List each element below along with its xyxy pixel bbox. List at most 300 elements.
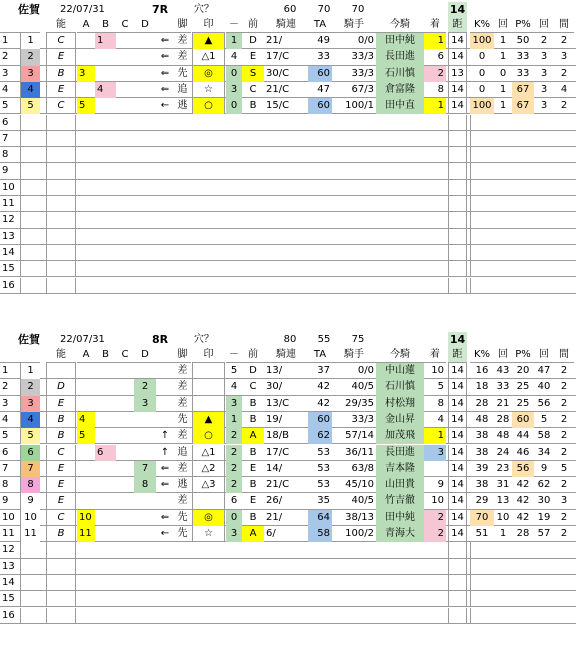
score-c: 70 <box>351 4 365 15</box>
cell-interval: 3 <box>560 495 568 507</box>
cell-finish: 5 <box>437 381 444 393</box>
cell-ability: E <box>46 493 76 509</box>
cell-jockey_stat: 36/11 <box>345 446 374 458</box>
col-header-kai: 回 <box>494 347 512 363</box>
cell-interval: 2 <box>560 381 568 393</box>
cell-kai: 1 <box>499 83 507 95</box>
cell-finish: 1 <box>424 428 446 444</box>
cell-d <box>134 445 156 461</box>
cell-kai: 43 <box>496 365 510 376</box>
ability-empty <box>46 212 76 228</box>
cell-kai: 10 <box>496 511 510 523</box>
cell-c <box>116 412 134 428</box>
cell-dash: 0 <box>226 66 242 82</box>
cell-arrow: ⇐ <box>160 51 170 63</box>
col-header-finish: 着 <box>424 347 446 363</box>
cell-d <box>134 82 156 98</box>
row-number: 2 <box>0 49 21 65</box>
col-header-b: B <box>95 347 116 363</box>
cell-style: 差 <box>177 365 188 376</box>
pick-label: 穴？ <box>194 4 214 15</box>
cell-b <box>95 526 116 542</box>
stats-empty <box>470 131 576 147</box>
col-header-kai2: 回 <box>534 17 554 33</box>
ability-empty <box>46 278 76 294</box>
cell-finish: 2 <box>424 510 446 526</box>
distance-empty <box>448 196 467 212</box>
cell-c <box>116 526 134 542</box>
score-b: 55 <box>317 334 331 345</box>
cell-dist: 13 <box>448 66 467 82</box>
cell-dist: 14 <box>448 396 467 412</box>
cell-style: 差 <box>177 397 188 409</box>
cell-mark <box>192 396 225 412</box>
cell-ta: 37 <box>317 365 330 376</box>
row-number: 4 <box>0 412 21 428</box>
cell-jockey: 田中純 <box>376 510 424 526</box>
ability-empty <box>46 229 76 245</box>
cell-jockey_stat: 38/13 <box>345 511 374 523</box>
cell-ta: 35 <box>317 495 330 507</box>
cell-arrow: ← <box>160 100 170 112</box>
cell-dist: 14 <box>448 82 467 98</box>
cell-kp: 28 <box>475 397 489 409</box>
ability-empty <box>46 115 76 131</box>
cell-kai: 1 <box>499 51 507 63</box>
cell-arrow: ⇐ <box>160 479 170 491</box>
cell-a <box>77 396 95 412</box>
cell-arrow <box>156 379 174 395</box>
cell-interval: 2 <box>560 100 568 112</box>
row-number: 10 <box>0 510 21 526</box>
cell-jockey: 青海大 <box>376 526 424 542</box>
cell-rentai: 21/C <box>266 479 290 491</box>
cell-interval: 5 <box>560 462 568 474</box>
cell-jockey: 田中直 <box>376 98 424 114</box>
cell-gate: 1 <box>21 363 40 379</box>
row-number: 8 <box>0 477 21 493</box>
cell-finish <box>424 461 446 477</box>
cell-rentai: 21/ <box>266 511 283 523</box>
score-a: 60 <box>283 4 297 15</box>
cell-rentai: 19/ <box>266 413 283 425</box>
cell-dist: 14 <box>448 33 467 49</box>
cell-finish: 2 <box>424 66 446 82</box>
cell-b <box>95 428 116 444</box>
cell-pp: 20 <box>516 365 530 376</box>
row-number: 15 <box>0 591 21 607</box>
cell-prev: B <box>249 446 257 458</box>
cell-dash: 2 <box>226 477 242 493</box>
row-number: 6 <box>0 445 21 461</box>
cell-ta: 33 <box>317 51 330 63</box>
cell-interval: 2 <box>560 430 568 442</box>
row-number: 11 <box>0 196 21 212</box>
cell-style: 差 <box>177 430 188 442</box>
col-header-arrow <box>156 347 174 363</box>
cell-dash: 2 <box>226 445 242 461</box>
cell-kp: 0 <box>478 51 486 63</box>
col-header-b: B <box>95 17 116 33</box>
cell-c <box>116 461 134 477</box>
cell-kai: 0 <box>499 67 507 79</box>
cell-pp: 56 <box>512 461 534 477</box>
cell-a: 5 <box>77 428 95 444</box>
cell-a: 3 <box>77 66 95 82</box>
cell-mark <box>192 493 225 509</box>
cell-b <box>95 379 116 395</box>
cell-c <box>116 477 134 493</box>
cell-style: 差 <box>177 495 188 507</box>
cell-style: 逃 <box>177 479 188 491</box>
cell-d <box>134 526 156 542</box>
cell-style: 差 <box>177 462 188 474</box>
distance-empty <box>448 261 467 277</box>
cell-kai2: 58 <box>537 430 551 442</box>
cell-a <box>77 49 95 65</box>
cell-kai: 1 <box>499 100 507 112</box>
row-number: 10 <box>0 180 21 196</box>
cell-c <box>116 49 134 65</box>
cell-b <box>95 396 116 412</box>
cell-arrow <box>156 396 174 412</box>
cell-style: 先 <box>177 413 188 425</box>
cell-kai2: 40 <box>537 381 551 393</box>
ability-empty <box>46 575 76 591</box>
cell-style: 逃 <box>177 100 188 112</box>
col-header-ta: TA <box>308 347 332 363</box>
cell-dist: 14 <box>448 445 467 461</box>
cell-dash: 1 <box>226 33 242 49</box>
race-number: 7R <box>152 3 169 16</box>
col-header-rentai: 騎連 <box>264 17 308 33</box>
cell-rentai: 30/ <box>266 381 283 393</box>
cell-kai2: 47 <box>537 365 551 376</box>
distance-empty <box>448 245 467 261</box>
cell-jockey: 村松翔 <box>376 396 424 412</box>
ability-empty <box>46 559 76 575</box>
cell-jockey: 山田貴 <box>376 477 424 493</box>
cell-style: 差 <box>177 35 188 46</box>
cell-finish: 1 <box>424 33 446 49</box>
cell-a <box>77 445 95 461</box>
cell-b <box>95 461 116 477</box>
race-number: 8R <box>152 333 169 346</box>
cell-jockey: 石川慎 <box>376 66 424 82</box>
row-number: 3 <box>0 396 21 412</box>
cell-d <box>134 49 156 65</box>
ability-empty <box>46 147 76 163</box>
cell-kp: 48 <box>475 413 489 425</box>
cell-arrow <box>156 412 174 428</box>
cell-style: 先 <box>177 528 188 539</box>
cell-dash: 6 <box>230 495 238 507</box>
cell-rentai: 17/C <box>266 51 290 63</box>
cell-kai2: 30 <box>537 495 551 507</box>
col-header-no <box>0 17 21 33</box>
cell-c <box>116 493 134 509</box>
cell-a: 11 <box>77 526 95 542</box>
row-number: 13 <box>0 559 21 575</box>
stats-empty <box>470 212 576 228</box>
cell-prev: E <box>249 51 257 63</box>
cell-rentai: 6/ <box>266 528 276 539</box>
col-header-prev: 前 <box>242 17 264 33</box>
cell-d <box>134 493 156 509</box>
cell-mark: ☆ <box>192 526 225 542</box>
cell-style: 追 <box>177 446 188 458</box>
cell-ta: 53 <box>317 479 330 491</box>
cell-jockey_stat: 63/8 <box>351 462 374 474</box>
venue-label: 佐賀 <box>18 3 40 16</box>
cell-ta: 60 <box>308 66 332 82</box>
cell-finish: 8 <box>437 83 444 95</box>
cell-d <box>134 412 156 428</box>
stats-empty <box>470 196 576 212</box>
cell-b <box>95 477 116 493</box>
cell-interval: 2 <box>560 528 568 539</box>
cell-prev: B <box>249 100 257 112</box>
cell-c <box>116 66 134 82</box>
cell-prev: B <box>249 397 257 409</box>
distance-empty <box>448 559 467 575</box>
cell-prev: E <box>249 495 257 507</box>
col-header-c: C <box>116 17 134 33</box>
cell-kai2: 56 <box>537 397 551 409</box>
col-header-mark: 印 <box>192 17 225 33</box>
cell-mark: ▲ <box>192 412 225 428</box>
col-header-style: 脚 <box>174 17 191 33</box>
cell-kai: 23 <box>496 462 510 474</box>
cell-mark: ☆ <box>192 82 225 98</box>
cell-dash: 4 <box>230 381 238 393</box>
cell-interval: 2 <box>560 446 568 458</box>
cell-kai2: 3 <box>540 100 548 112</box>
cell-arrow: ↑ <box>160 446 170 458</box>
cell-style: 差 <box>177 51 188 63</box>
cell-d <box>134 363 156 379</box>
cell-ta: 60 <box>308 98 332 114</box>
cell-interval: 2 <box>560 397 568 409</box>
cell-ability: E <box>46 477 76 493</box>
cell-gate: 3 <box>21 66 40 82</box>
cell-c <box>116 445 134 461</box>
cell-finish: 3 <box>424 445 446 461</box>
ability-empty <box>46 608 76 624</box>
distance-empty <box>448 575 467 591</box>
cell-kai2: 3 <box>540 67 548 79</box>
cell-ability: C <box>46 445 76 461</box>
cell-kai: 1 <box>499 35 507 46</box>
cell-c <box>116 379 134 395</box>
cell-kp: 100 <box>470 33 494 49</box>
cell-dist: 14 <box>448 363 467 379</box>
cell-pp: 44 <box>516 430 530 442</box>
distance-empty <box>448 131 467 147</box>
col-header-interval: 間 <box>554 347 574 363</box>
ability-empty <box>46 261 76 277</box>
cell-pp: 42 <box>516 495 530 507</box>
cell-pp: 33 <box>516 67 530 79</box>
cell-finish: 10 <box>431 365 444 376</box>
cell-a <box>77 363 95 379</box>
cell-kp: 100 <box>470 98 494 114</box>
cell-pp: 28 <box>516 528 530 539</box>
cell-a: 5 <box>77 98 95 114</box>
cell-ta: 42 <box>317 381 330 393</box>
row-number: 1 <box>0 363 21 379</box>
cell-dist: 14 <box>448 428 467 444</box>
cell-rentai: 21/C <box>266 83 290 95</box>
cell-arrow: ⇐ <box>160 83 170 95</box>
distance-empty <box>448 163 467 179</box>
cell-style: 追 <box>177 83 188 95</box>
stats-empty <box>470 278 576 294</box>
cell-gate: 11 <box>21 526 40 542</box>
cell-ability: E <box>46 461 76 477</box>
cell-a <box>77 82 95 98</box>
cell-ability: E <box>46 49 76 65</box>
cell-dash: 0 <box>226 98 242 114</box>
cell-dist: 14 <box>448 526 467 542</box>
cell-jockey: 倉富隆 <box>376 82 424 98</box>
row-number: 5 <box>0 428 21 444</box>
cell-pp: 25 <box>516 381 530 393</box>
cell-c <box>116 363 134 379</box>
cell-dist: 14 <box>448 98 467 114</box>
cell-dist: 14 <box>448 510 467 526</box>
row-number: 6 <box>0 115 21 131</box>
cell-dash: 3 <box>226 526 242 542</box>
cell-pp: 60 <box>512 412 534 428</box>
cell-c <box>116 33 134 49</box>
cell-prev: C <box>249 381 257 393</box>
cell-pp: 42 <box>516 511 530 523</box>
col-header-ability: 能 <box>46 17 76 33</box>
cell-ability: B <box>46 66 76 82</box>
col-header-style: 脚 <box>174 347 191 363</box>
cell-jockey: 田中純 <box>376 33 424 49</box>
cell-b <box>95 98 116 114</box>
col-header-d: D <box>134 17 156 33</box>
cell-ta: 53 <box>317 462 330 474</box>
cell-kp: 38 <box>475 430 489 442</box>
cell-arrow <box>156 363 174 379</box>
cell-b: 4 <box>95 82 116 98</box>
cell-b <box>95 49 116 65</box>
cell-gate: 9 <box>21 493 40 509</box>
cell-prev: B <box>249 511 257 523</box>
ability-empty <box>46 196 76 212</box>
cell-pp: 46 <box>516 446 530 458</box>
cell-dist: 14 <box>448 477 467 493</box>
cell-dash: 1 <box>226 412 242 428</box>
cell-gate: 5 <box>21 98 40 114</box>
cell-dist: 14 <box>448 379 467 395</box>
col-header-dist: 距 <box>448 17 467 33</box>
row-number: 3 <box>0 66 21 82</box>
cell-ability: B <box>46 428 76 444</box>
cell-pp: 42 <box>516 479 530 491</box>
cell-gate: 4 <box>21 82 40 98</box>
cell-d <box>134 428 156 444</box>
distance-empty <box>448 147 467 163</box>
cell-jockey: 長田進 <box>376 49 424 65</box>
cell-kp: 0 <box>478 67 486 79</box>
cell-arrow: ↑ <box>160 430 170 442</box>
cell-ability: B <box>46 412 76 428</box>
cell-style: 先 <box>177 511 188 523</box>
cell-mark: ○ <box>192 98 225 114</box>
cell-gate: 3 <box>21 396 40 412</box>
col-header-kp: K% <box>470 17 494 33</box>
cell-kai2: 2 <box>540 35 548 46</box>
cell-d <box>134 510 156 526</box>
row-number: 7 <box>0 131 21 147</box>
stats-empty <box>470 559 576 575</box>
cell-c <box>116 82 134 98</box>
ability-empty <box>46 180 76 196</box>
cell-dist: 14 <box>448 461 467 477</box>
cell-ability: C <box>46 33 76 49</box>
cell-pp: 67 <box>512 98 534 114</box>
cell-kp: 38 <box>475 479 489 491</box>
row-number: 9 <box>0 493 21 509</box>
cell-c <box>116 510 134 526</box>
cell-jockey_stat: 33/3 <box>351 413 374 425</box>
stats-empty <box>470 608 576 624</box>
distance-empty <box>448 180 467 196</box>
col-header-interval: 間 <box>554 17 574 33</box>
cell-jockey_stat: 0/0 <box>357 365 374 376</box>
cell-a <box>77 379 95 395</box>
col-header-kai2: 回 <box>534 347 554 363</box>
score-b: 70 <box>317 4 331 15</box>
distance-value: 14 <box>449 333 466 346</box>
cell-ta: 62 <box>308 428 332 444</box>
row-number: 14 <box>0 245 21 261</box>
cell-kp: 29 <box>475 495 489 507</box>
row-number: 2 <box>0 379 21 395</box>
cell-prev: B <box>249 413 257 425</box>
cell-jockey: 石川慎 <box>376 379 424 395</box>
cell-ta: 53 <box>317 446 330 458</box>
cell-gate: 7 <box>21 461 40 477</box>
cell-pp: 25 <box>516 397 530 409</box>
cell-ta: 47 <box>317 83 330 95</box>
cell-d: 7 <box>134 461 156 477</box>
cell-gate: 2 <box>21 379 40 395</box>
cell-interval: 2 <box>560 365 568 376</box>
cell-finish: 4 <box>437 413 444 425</box>
cell-ability <box>46 363 76 379</box>
row-number: 12 <box>0 542 21 558</box>
cell-jockey_stat: 40/5 <box>351 495 374 507</box>
cell-gate: 5 <box>21 428 40 444</box>
cell-d: 8 <box>134 477 156 493</box>
cell-ability: E <box>46 396 76 412</box>
cell-dist: 14 <box>448 493 467 509</box>
cell-jockey_stat: 45/10 <box>345 479 374 491</box>
cell-kai2: 3 <box>540 51 548 63</box>
cell-b <box>95 66 116 82</box>
cell-dash: 0 <box>226 510 242 526</box>
cell-interval: 2 <box>560 479 568 491</box>
stats-empty <box>470 163 576 179</box>
race-date: 22/07/31 <box>60 4 105 15</box>
cell-kai: 13 <box>496 495 510 507</box>
cell-rentai: 18/B <box>266 430 289 442</box>
